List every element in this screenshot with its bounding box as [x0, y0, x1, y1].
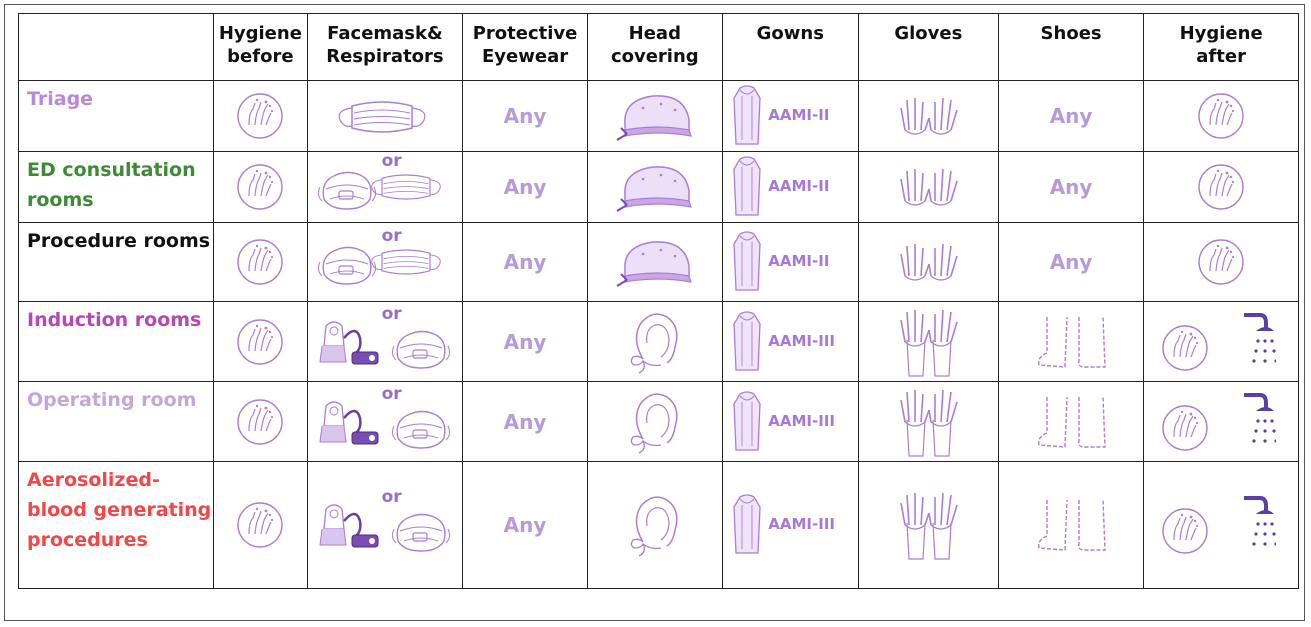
row-label — [19, 382, 214, 462]
column-header-line2: before — [227, 46, 294, 67]
hand-wash-icon — [235, 162, 285, 212]
head-covering-cell — [587, 223, 722, 302]
gown-cell — [722, 81, 858, 152]
column-header-line1: Hygiene — [1179, 23, 1263, 44]
table-row — [19, 462, 1299, 589]
gloves-cell — [858, 223, 998, 302]
column-header-line2: after — [1196, 46, 1246, 67]
gown-icon — [730, 230, 764, 294]
column-header-line1: Gloves — [894, 23, 963, 44]
column-header-line1: Protective — [472, 23, 578, 44]
gown-cell — [722, 302, 858, 382]
shoes-cell — [998, 81, 1143, 152]
gloves-icon — [895, 386, 961, 458]
row-label-text: ED consultation rooms — [27, 159, 196, 211]
column-header-head-covering — [587, 14, 722, 81]
hygiene-after-cell — [1144, 382, 1299, 462]
hand-wash-icon — [1196, 91, 1246, 141]
hygiene-after-cell — [1144, 462, 1299, 589]
eyewear-value: Any — [503, 513, 547, 537]
hood-icon — [625, 309, 685, 375]
gown-level-label: AAMI-II — [768, 177, 830, 195]
surgical-cap-icon — [613, 236, 697, 288]
column-header-corner — [19, 14, 214, 81]
mask-cell — [307, 382, 463, 462]
hand-wash-icon — [1160, 403, 1210, 453]
hood-icon — [625, 389, 685, 455]
shoes-cell — [998, 462, 1143, 589]
row-label-text: Procedure rooms — [27, 230, 211, 252]
table-row — [19, 382, 1299, 462]
hygiene-before-cell — [214, 223, 307, 302]
column-header-facemask-respirators — [307, 14, 463, 81]
table-row — [19, 81, 1299, 152]
column-header-line1: Gowns — [756, 23, 824, 44]
shoes-cell — [998, 382, 1143, 462]
hood-icon — [625, 492, 685, 558]
shoe-covers-icon — [1033, 391, 1109, 453]
papr-icon — [314, 499, 384, 551]
row-label-text: Operating room — [27, 389, 197, 411]
gown-cell — [722, 382, 858, 462]
row-label-text: Aerosolized-blood generating procedures — [27, 469, 212, 551]
or-label: or — [381, 487, 402, 507]
eyewear-value: Any — [503, 250, 547, 274]
gloves-icon — [895, 306, 961, 378]
hand-wash-icon — [235, 397, 285, 447]
row-label — [19, 302, 214, 382]
respirator-icon — [390, 406, 452, 450]
gown-cell — [722, 152, 858, 223]
column-header-line1: Shoes — [1040, 23, 1102, 44]
column-header-line2: Respirators — [326, 46, 444, 67]
hand-wash-icon — [1196, 162, 1246, 212]
mask-cell — [307, 81, 463, 152]
shoes-value: Any — [1049, 250, 1093, 274]
mask-cell — [307, 462, 463, 589]
respirator-icon — [390, 509, 452, 553]
column-header-line1: Facemask& — [327, 23, 443, 44]
papr-icon — [314, 316, 384, 368]
gown-cell — [722, 462, 858, 589]
head-covering-cell — [587, 152, 722, 223]
gown-level-label: AAMI-III — [768, 515, 835, 533]
hygiene-before-cell — [214, 462, 307, 589]
hand-wash-icon — [235, 317, 285, 367]
eyewear-cell — [463, 302, 588, 382]
head-covering-cell — [587, 81, 722, 152]
hygiene-before-cell — [214, 152, 307, 223]
eyewear-cell — [463, 462, 588, 589]
shoes-value: Any — [1049, 104, 1093, 128]
hand-wash-icon — [235, 237, 285, 287]
shower-icon — [1240, 492, 1276, 554]
gloves-cell — [858, 462, 998, 589]
gown-icon — [730, 493, 764, 557]
header-row — [19, 14, 1299, 81]
gloves-icon — [895, 489, 961, 561]
hygiene-before-cell — [214, 302, 307, 382]
hygiene-before-cell — [214, 382, 307, 462]
column-header-hygiene-before — [214, 14, 307, 81]
table-row — [19, 223, 1299, 302]
shoes-cell — [998, 302, 1143, 382]
eyewear-cell — [463, 152, 588, 223]
shoes-value: Any — [1049, 175, 1093, 199]
hygiene-after-cell — [1144, 81, 1299, 152]
gown-level-label: AAMI-II — [768, 252, 830, 270]
surgical-mask-icon — [332, 98, 432, 136]
column-header-hygiene-after — [1144, 14, 1299, 81]
respirator-icon — [390, 326, 452, 370]
head-covering-cell — [587, 382, 722, 462]
row-label — [19, 462, 214, 589]
surgical-mask-icon — [366, 171, 446, 203]
gown-icon — [730, 84, 764, 148]
column-header-protective-eyewear — [463, 14, 588, 81]
hand-wash-icon — [1160, 506, 1210, 556]
head-covering-cell — [587, 462, 722, 589]
papr-icon — [314, 396, 384, 448]
hygiene-before-cell — [214, 81, 307, 152]
gown-level-label: AAMI-III — [768, 411, 835, 430]
ppe-table — [18, 13, 1299, 589]
eyewear-value: Any — [503, 175, 547, 199]
column-header-gloves — [858, 14, 998, 81]
column-header-line2: covering — [610, 46, 699, 67]
mask-cell — [307, 302, 463, 382]
table-row — [19, 302, 1299, 382]
gloves-cell — [858, 382, 998, 462]
gown-level-label: AAMI-III — [768, 331, 835, 350]
gloves-icon — [895, 94, 961, 138]
surgical-mask-icon — [366, 246, 446, 278]
surgical-cap-icon — [613, 161, 697, 213]
or-label: or — [381, 226, 402, 246]
shoe-covers-icon — [1033, 311, 1109, 373]
gloves-cell — [858, 302, 998, 382]
column-header-line1: Hygiene — [218, 23, 302, 44]
hand-wash-icon — [1160, 323, 1210, 373]
or-label: or — [381, 303, 402, 324]
eyewear-cell — [463, 223, 588, 302]
column-header-gowns — [722, 14, 858, 81]
gloves-cell — [858, 81, 998, 152]
shoes-cell — [998, 223, 1143, 302]
eyewear-cell — [463, 81, 588, 152]
gown-level-label: AAMI-II — [768, 106, 830, 124]
head-covering-cell — [587, 302, 722, 382]
gloves-icon — [895, 165, 961, 209]
or-label: or — [381, 383, 402, 404]
gown-cell — [722, 223, 858, 302]
shoe-covers-icon — [1033, 494, 1109, 556]
eyewear-cell — [463, 382, 588, 462]
column-header-line2: Eyewear — [482, 46, 569, 67]
eyewear-value: Any — [503, 329, 547, 354]
hygiene-after-cell — [1144, 223, 1299, 302]
hand-wash-icon — [1196, 237, 1246, 287]
gloves-cell — [858, 152, 998, 223]
shower-icon — [1240, 389, 1276, 451]
row-label-text: Induction rooms — [27, 309, 202, 331]
row-label — [19, 152, 214, 223]
column-header-shoes — [998, 14, 1143, 81]
or-label: or — [381, 151, 402, 171]
hygiene-after-cell — [1144, 152, 1299, 223]
column-header-line1: Head — [628, 23, 681, 44]
row-label-text: Triage — [27, 88, 94, 110]
gown-icon — [730, 390, 764, 454]
row-label — [19, 223, 214, 302]
mask-cell — [307, 223, 463, 302]
gown-icon — [730, 155, 764, 219]
hand-wash-icon — [235, 91, 285, 141]
eyewear-value: Any — [503, 104, 547, 128]
shower-icon — [1240, 309, 1276, 371]
row-label — [19, 81, 214, 152]
surgical-cap-icon — [613, 90, 697, 142]
table-row — [19, 152, 1299, 223]
gloves-icon — [895, 240, 961, 284]
hygiene-after-cell — [1144, 302, 1299, 382]
eyewear-value: Any — [503, 409, 547, 434]
gown-icon — [730, 310, 764, 374]
shoes-cell — [998, 152, 1143, 223]
hand-wash-icon — [235, 500, 285, 550]
mask-cell — [307, 152, 463, 223]
